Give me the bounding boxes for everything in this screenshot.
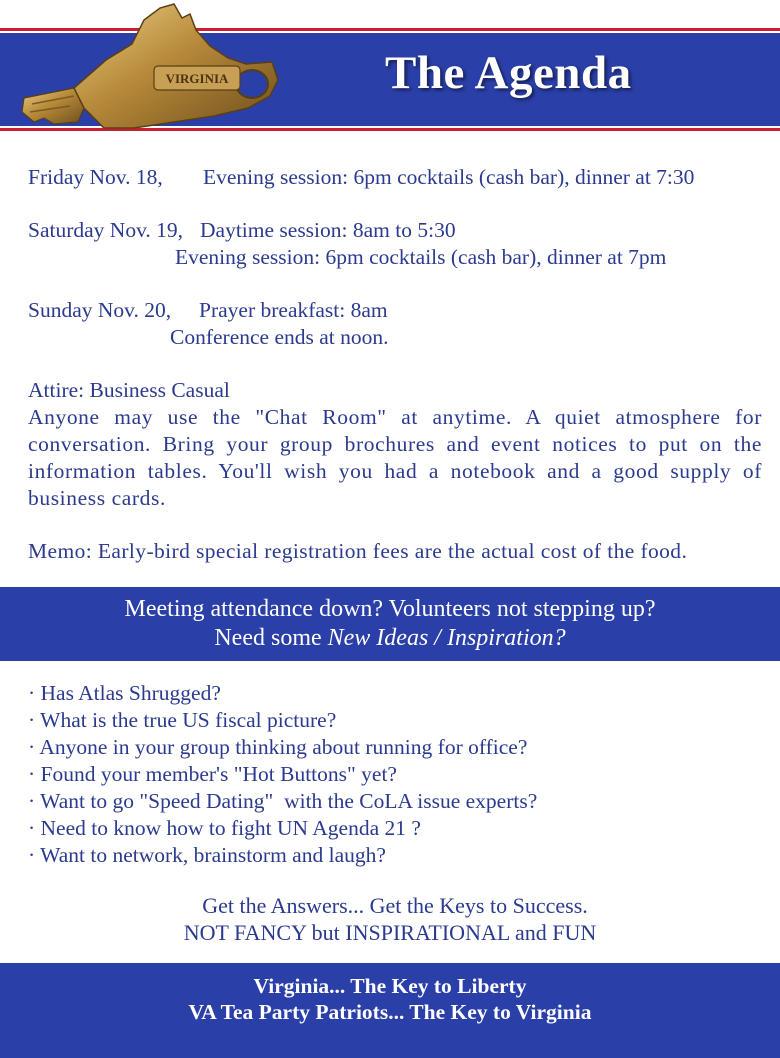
inspiration-banner (0, 587, 780, 661)
svg-text:VIRGINIA: VIRGINIA (165, 71, 229, 86)
attire-line: Attire: Business Casual (28, 378, 230, 402)
list-item: · What is the true US fiscal picture? (28, 708, 337, 732)
saturday-day: Saturday Nov. 19, (28, 218, 184, 242)
memo-line: Memo: Early-bird special registration fees are the actual cost of the food. (28, 539, 688, 563)
saturday-row-2 (28, 244, 762, 271)
questions-list (28, 680, 537, 869)
chat-room-paragraph: Anyone may use the "Chat Room" at anytime. A quiet atmosphere for conversation. Bring your group brochures and event notices to put on the information tables. You'll wish you had a notebook and a good supply of business cards. (28, 405, 762, 510)
footer-line-2: VA Tea Party Patriots... The Key to Virginia (188, 1000, 592, 1024)
sunday-row (28, 297, 762, 324)
saturday-detail: Daytime session: 8am to 5:30 (200, 218, 456, 242)
answers-section (0, 892, 780, 946)
answers-line-1: Get the Answers... Get the Keys to Success. (202, 893, 588, 918)
list-item: · Want to network, brainstorm and laugh? (28, 843, 386, 867)
banner-line-2: Need some New Ideas / Inspiration? (214, 625, 566, 651)
answers-line-2: NOT FANCY but INSPIRATIONAL and FUN (183, 920, 597, 945)
banner-emphasis: New Ideas / Inspiration? (327, 625, 566, 651)
virginia-key-logo-icon (14, 0, 284, 140)
friday-detail: Evening session: 6pm cocktails (cash bar), dinner at 7:30 (203, 165, 695, 189)
list-item: · Want to go "Speed Dating" with the CoLA issue experts? (28, 789, 538, 813)
page-title: The Agenda (385, 47, 632, 99)
saturday-detail-2: Evening session: 6pm cocktails (cash bar), dinner at 7pm (175, 245, 667, 269)
sunday-detail: Prayer breakfast: 8am (199, 298, 388, 322)
header-banner (0, 0, 780, 140)
sunday-detail-2: Conference ends at noon. (170, 325, 389, 349)
list-item: · Has Atlas Shrugged? (28, 681, 221, 705)
sunday-row-2 (28, 324, 762, 351)
friday-row (28, 164, 762, 191)
sunday-day: Sunday Nov. 20, (28, 298, 172, 322)
list-item: · Anyone in your group thinking about running for office? (28, 735, 528, 759)
saturday-row (28, 217, 762, 244)
agenda-section (28, 164, 762, 565)
footer-line-1: Virginia... The Key to Liberty (253, 974, 527, 998)
list-item: · Need to know how to fight UN Agenda 21 ? (28, 816, 421, 840)
friday-day: Friday Nov. 18, (28, 165, 163, 189)
banner-line-1: Meeting attendance down? Volunteers not stepping up? (124, 596, 656, 622)
footer-banner (0, 963, 780, 1058)
list-item: · Found your member's "Hot Buttons" yet? (28, 762, 397, 786)
